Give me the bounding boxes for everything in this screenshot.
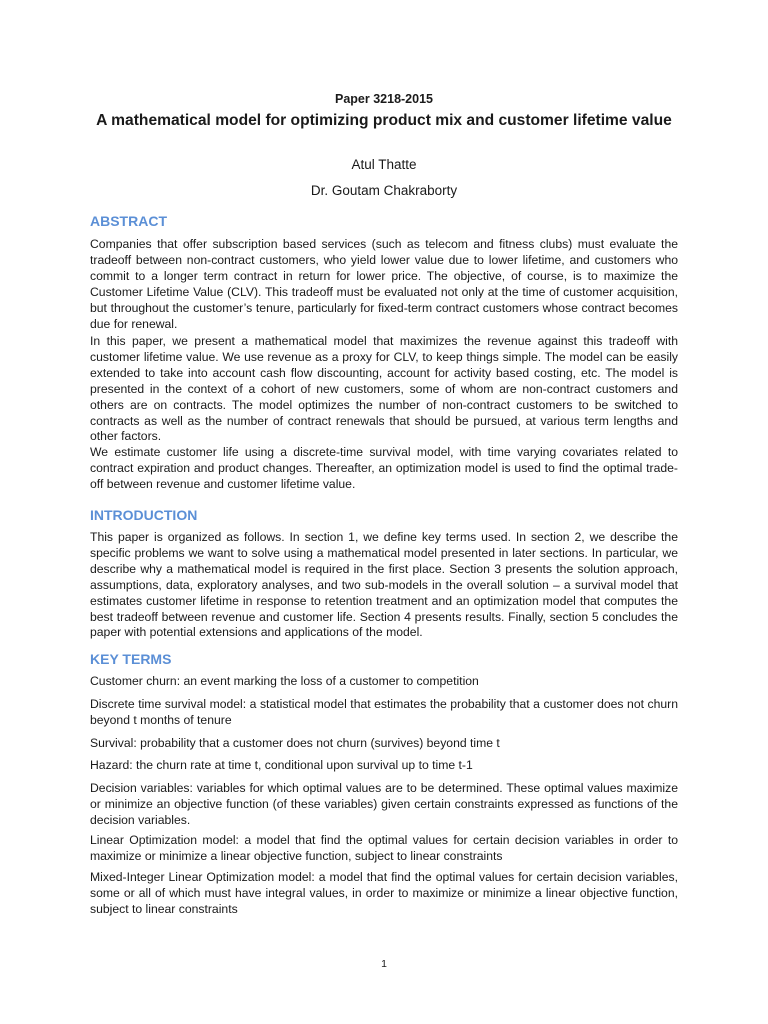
section-heading-key-terms: KEY TERMS xyxy=(90,651,172,667)
author-name: Atul Thatte xyxy=(351,157,417,172)
key-term-definition: Linear Optimization model: a model that find the optimal values for certain decision variables in order to maximize or minimize a linear objective function, subject to linear constraints xyxy=(90,833,678,863)
paper-number: Paper 3218-2015 xyxy=(335,92,433,106)
author-name: Dr. Goutam Chakraborty xyxy=(310,183,458,198)
key-term-definition: Survival: probability that a customer does not churn (survives) beyond time t xyxy=(90,736,500,750)
abstract-paragraph: Companies that offer subscription based services (such as telecom and fitness clubs) must evaluate the tradeoff between non-contract customers, who yield lower value due to lower lifetime, and customers who commit to a longer term contract in return for lower price. The objective, of course, is to maximize the Customer Lifetime Value (CLV). This tradeoff must be evaluated not only at the time of customer acquisition, but throughout the customer’s tenure, particularly for fixed-term contract customers whose contract becomes due for renewal. xyxy=(90,237,678,331)
key-term-definition: Mixed-Integer Linear Optimization model: a model that find the optimal values for certain decision variables, some or all of which must have integral values, in order to maximize or minimize a linear objective function, subject to linear constraints xyxy=(90,870,678,916)
paper-page xyxy=(90,0,678,1024)
key-term-definition: Customer churn: an event marking the loss of a customer to competition xyxy=(90,674,479,688)
key-term-definition: Discrete time survival model: a statistical model that estimates the probability that a customer does not churn beyond t months of tenure xyxy=(90,697,678,727)
abstract-paragraph: We estimate customer life using a discrete-time survival model, with time varying covariates related to contract expiration and product changes. Thereafter, an optimization model is used to find the optimal trade-off between revenue and customer lifetime value. xyxy=(90,445,678,491)
section-heading-introduction: INTRODUCTION xyxy=(90,507,198,523)
abstract-paragraph: In this paper, we present a mathematical model that maximizes the revenue against this tradeoff with customer lifetime value. We use revenue as a proxy for CLV, to keep things simple. The model can be easily extended to take into account cash flow discounting, account for activity based costing, etc. The model is presented in the context of a cohort of new customers, some of whom are non-contract customers and others are on contracts. The model optimizes the number of non-contract customers to be switched to contracts as well as the number of contract renewals that should be pursued, at various term lengths and other factors. xyxy=(90,334,678,444)
section-heading-abstract: ABSTRACT xyxy=(90,213,167,229)
key-term-definition: Decision variables: variables for which optimal values are to be determined. These optimal values maximize or minimize an objective function (of these variables) given certain constraints expressed as functions of the decision variables. xyxy=(90,781,678,827)
page-number: 1 xyxy=(381,958,387,970)
paper-title: A mathematical model for optimizing product mix and customer lifetime value xyxy=(96,112,672,129)
key-term-definition: Hazard: the churn rate at time t, conditional upon survival up to time t-1 xyxy=(90,758,473,772)
introduction-paragraph: This paper is organized as follows. In section 1, we define key terms used. In section 2, we describe the specific problems we want to solve using a mathematical model presented in later sections. In particular, we describe why a mathematical model is required in the first place. Section 3 presents the solution approach, assumptions, data, exploratory analyses, and two sub-models in the overall solution – a survival model that estimates customer lifetime in response to retention treatment and an optimization model that computes the best tradeoff between revenue and customer life. Section 4 presents results. Finally, section 5 concludes the paper with potential extensions and applications of the model. xyxy=(90,530,678,640)
